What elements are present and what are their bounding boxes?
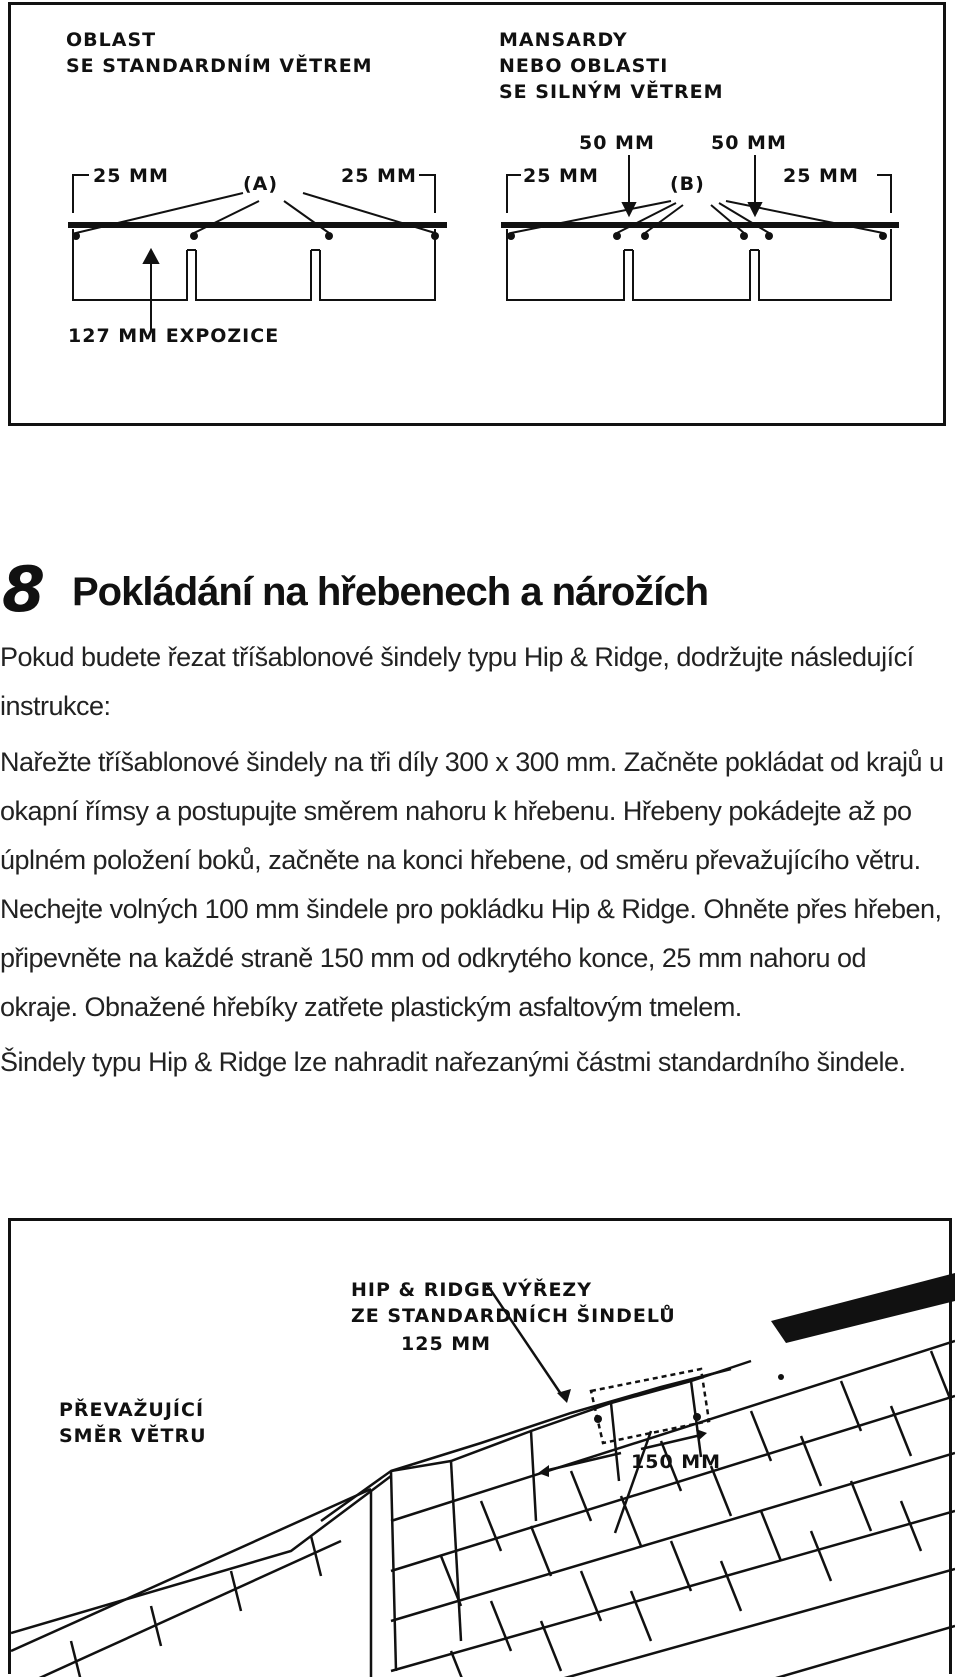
dim-150mm-label: 150 MM [631, 1451, 722, 1473]
step-title: Pokládání na hřebenech a nárožích [72, 570, 709, 614]
strong-wind-area-label: MANSARDY NEBO OBLASTI SE SILNÝM VĚTREM [499, 29, 724, 103]
standard-wind-area-label: OBLAST SE STANDARDNÍM VĚTREM [66, 29, 373, 77]
intro-paragraph: Pokud budete řezat tříšablonové šindely typu Hip & Ridge, dodržujte následující instrukce: [0, 642, 914, 721]
nailing-diagram [8, 2, 946, 426]
dim-50mm-right: 50 MM [711, 132, 787, 154]
ridge-diagram [8, 1218, 952, 1674]
cutouts-label: HIP & RIDGE VÝŘEZY ZE STANDARDNÍCH ŠINDELŮ [351, 1279, 676, 1327]
dim-25mm-a-left: 25 MM [93, 165, 169, 187]
dim-25mm-b-right: 25 MM [783, 165, 859, 187]
marker-b: (B) [670, 173, 705, 195]
exposure-label: 127 MM EXPOZICE [68, 325, 280, 347]
wind-direction-label: PŘEVAŽUJÍCÍ SMĚR VĚTRU [59, 1399, 207, 1447]
marker-a: (A) [243, 173, 279, 195]
dim-25mm-a-right: 25 MM [341, 165, 417, 187]
instructions-paragraph: Nařežte tříšablonové šindely na tři díly 300 x 300 mm. Začněte pokládat od krajů u okapní římsy a postupujte směrem nahoru k hřebenu. Hřebeny pokádejte až po úplném položení boků, začněte na konci hřebene, od směru převažujícího větru. Nechejte volných 100 mm šindele pro pokládku Hip & Ridge. Ohněte přes hřeben, připevněte na každé straně 150 mm od odkrytého konce, 25 mm nahoru od okraje. Obnažené hřebíky zatřete plastickým asfaltovým tmelem. [0, 747, 944, 1022]
dim-125mm-label: 125 MM [401, 1333, 492, 1355]
step-number: 8 [2, 553, 46, 626]
substitute-paragraph: Šindely typu Hip & Ridge lze nahradit nařezanými částmi standardního šindele. [0, 1047, 906, 1077]
dim-25mm-b-left: 25 MM [523, 165, 599, 187]
dim-50mm-left: 50 MM [579, 132, 655, 154]
